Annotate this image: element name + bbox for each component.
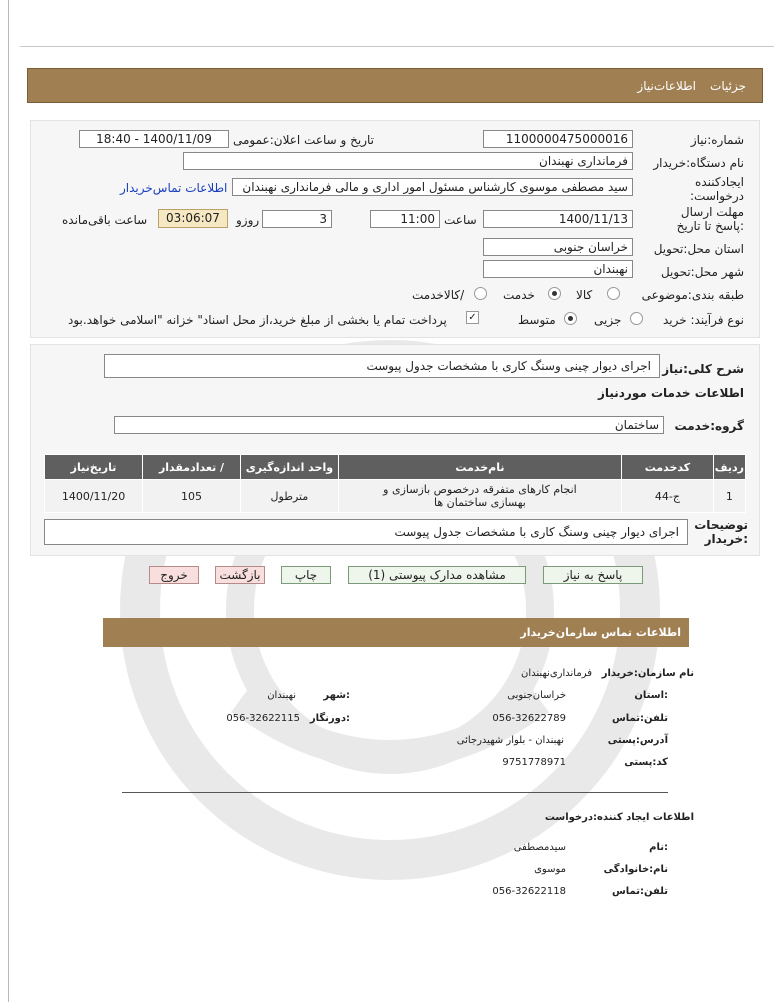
process-medium-label: متوسط: [518, 313, 556, 327]
province-field: خراسان جنوبی: [483, 238, 633, 256]
category-service-radio[interactable]: [548, 287, 561, 300]
service-group-field: ساختمان: [114, 416, 664, 434]
contact-header-title: اطلاعات تماس سازمان‌خریدار: [520, 626, 681, 639]
treasury-payment-checkbox[interactable]: ✓: [466, 311, 479, 324]
postal-code-label: کد:پستی: [624, 757, 668, 768]
summary-label: شرح کلی:نیاز: [662, 362, 744, 376]
creator-label: ایجادکننده درخواست:: [690, 175, 744, 203]
deadline-label: مهلت ارسال :پاسخ تا تاریخ: [676, 205, 744, 233]
buyer-notes-label: توضیحات :خریدار: [694, 518, 748, 546]
creator-family-label: نام:خانوادگی: [603, 864, 668, 875]
city-field: نهبندان: [483, 260, 633, 278]
col-service-name: نام‌خدمت: [338, 455, 621, 480]
cell-service-name: انجام کارهای متفرقه درخصوص بازسازی و بهسازی ساختمان ها: [338, 480, 621, 513]
col-unit: واحد اندازه‌گیری: [240, 455, 338, 480]
creator-family-value: موسوی: [534, 864, 566, 875]
cell-row-number: 1: [713, 480, 745, 513]
services-table: [44, 454, 746, 513]
address-value: نهبندان - بلوار شهیدرجائی: [456, 735, 564, 746]
col-service-code: کدخدمت: [622, 455, 714, 480]
category-goods-radio[interactable]: [607, 287, 620, 300]
contact-province-label: :استان: [634, 690, 668, 701]
details-header-bar: [27, 68, 763, 103]
tab-need-info[interactable]: اطلاعات‌نیاز: [637, 79, 696, 93]
need-number-label: شماره:نیاز: [690, 133, 744, 147]
reply-button[interactable]: پاسخ به نیاز: [543, 566, 643, 584]
cell-unit: مترطول: [240, 480, 338, 513]
org-value: فرمانداری‌نهبندان: [521, 668, 592, 679]
category-goods-label: کالا: [576, 288, 593, 302]
creator-heading: اطلاعات ایجاد کننده:درخواست: [544, 812, 694, 823]
page-left-border: [8, 0, 9, 1002]
services-heading: اطلاعات خدمات موردنیاز: [597, 386, 744, 400]
attachments-button[interactable]: مشاهده مدارک پیوستی (1): [348, 566, 526, 584]
contact-city-value: نهبندان: [267, 690, 296, 701]
summary-field: اجرای دیوار چینی وسنگ کاری با مشخصات جدول پیوست: [104, 354, 660, 378]
creator-phone-value: 056-32622118: [492, 886, 566, 897]
print-button[interactable]: چاپ: [281, 566, 331, 584]
announce-field: 1400/11/09 - 18:40: [79, 130, 229, 148]
creator-field: سید مصطفی موسوی کارشناس مسئول امور اداری و مالی فرمانداری نهبندان: [232, 178, 633, 196]
process-minor-label: جزیی: [594, 313, 622, 327]
treasury-payment-note: پرداخت تمام یا بخشی از مبلغ خرید،از محل اسناد" خزانه "اسلامی خواهد.بود: [68, 313, 447, 327]
creator-name-value: سیدمصطفی: [513, 842, 566, 853]
remaining-time-field: 03:06:07: [158, 209, 228, 228]
cell-service-code: ج-44: [622, 480, 714, 513]
process-label: نوع فرآیند: خرید: [663, 313, 744, 327]
category-goods-service-label: /کالاخدمت: [412, 288, 465, 302]
service-group-label: گروه:خدمت: [674, 419, 744, 433]
contact-city-label: :شهر: [323, 690, 350, 701]
deadline-time-field: 11:00: [370, 210, 440, 228]
contact-phone-label: تلفن:تماس: [611, 713, 668, 724]
process-minor-radio[interactable]: [630, 312, 643, 325]
fax-label: :دورنگار: [309, 713, 350, 724]
remaining-label: ساعت باقی‌مانده: [62, 213, 148, 227]
buyer-org-label: نام دستگاه:خریدار: [653, 156, 744, 170]
process-medium-radio[interactable]: [564, 312, 577, 325]
buyer-notes-field: اجرای دیوار چینی وسنگ کاری با مشخصات جدول پیوست: [44, 519, 688, 545]
cell-need-date: 1400/11/20: [45, 480, 143, 513]
contact-province-value: خراسان‌جنوبی: [507, 690, 566, 701]
col-quantity: / تعدادمقدار: [143, 455, 241, 480]
need-number-field: 1100000475000016: [483, 130, 633, 148]
org-label: نام سازمان:خریدار: [601, 668, 694, 679]
table-row: [45, 480, 746, 513]
back-button[interactable]: بازگشت: [215, 566, 265, 584]
category-service-label: خدمت: [503, 288, 535, 302]
category-goods-service-radio[interactable]: [474, 287, 487, 300]
deadline-date-field: 1400/11/13: [483, 210, 633, 228]
col-need-date: تاریخ‌نیاز: [45, 455, 143, 480]
tab-details[interactable]: جزئیات: [710, 79, 746, 93]
col-row-number: ردیف: [713, 455, 745, 480]
page-top-divider: [20, 46, 774, 47]
buyer-contact-link[interactable]: اطلاعات تماس‌خریدار: [120, 181, 228, 195]
creator-phone-label: تلفن:تماس: [611, 886, 668, 897]
fax-value: 056-32622115: [226, 713, 300, 724]
days-label: روزو: [236, 213, 260, 227]
exit-button[interactable]: خروج: [149, 566, 199, 584]
contact-phone-value: 056-32622789: [492, 713, 566, 724]
postal-code-value: 9751778971: [502, 757, 566, 768]
contact-header-bar: [103, 618, 689, 647]
creator-name-label: :نام: [649, 842, 668, 853]
deadline-time-label: ساعت: [444, 213, 477, 227]
category-label: طبقه بندی:موضوعی: [641, 288, 744, 302]
cell-quantity: 105: [143, 480, 241, 513]
days-field: 3: [262, 210, 332, 228]
province-label: استان محل:تحویل: [653, 242, 744, 256]
contact-divider: [122, 792, 668, 793]
city-label: شهر محل:تحویل: [660, 265, 744, 279]
address-label: آدرس:پستی: [607, 735, 668, 746]
announce-label: تاریخ و ساعت اعلان:عمومی: [232, 133, 374, 147]
buyer-org-field: فرمانداری نهبندان: [183, 152, 633, 170]
